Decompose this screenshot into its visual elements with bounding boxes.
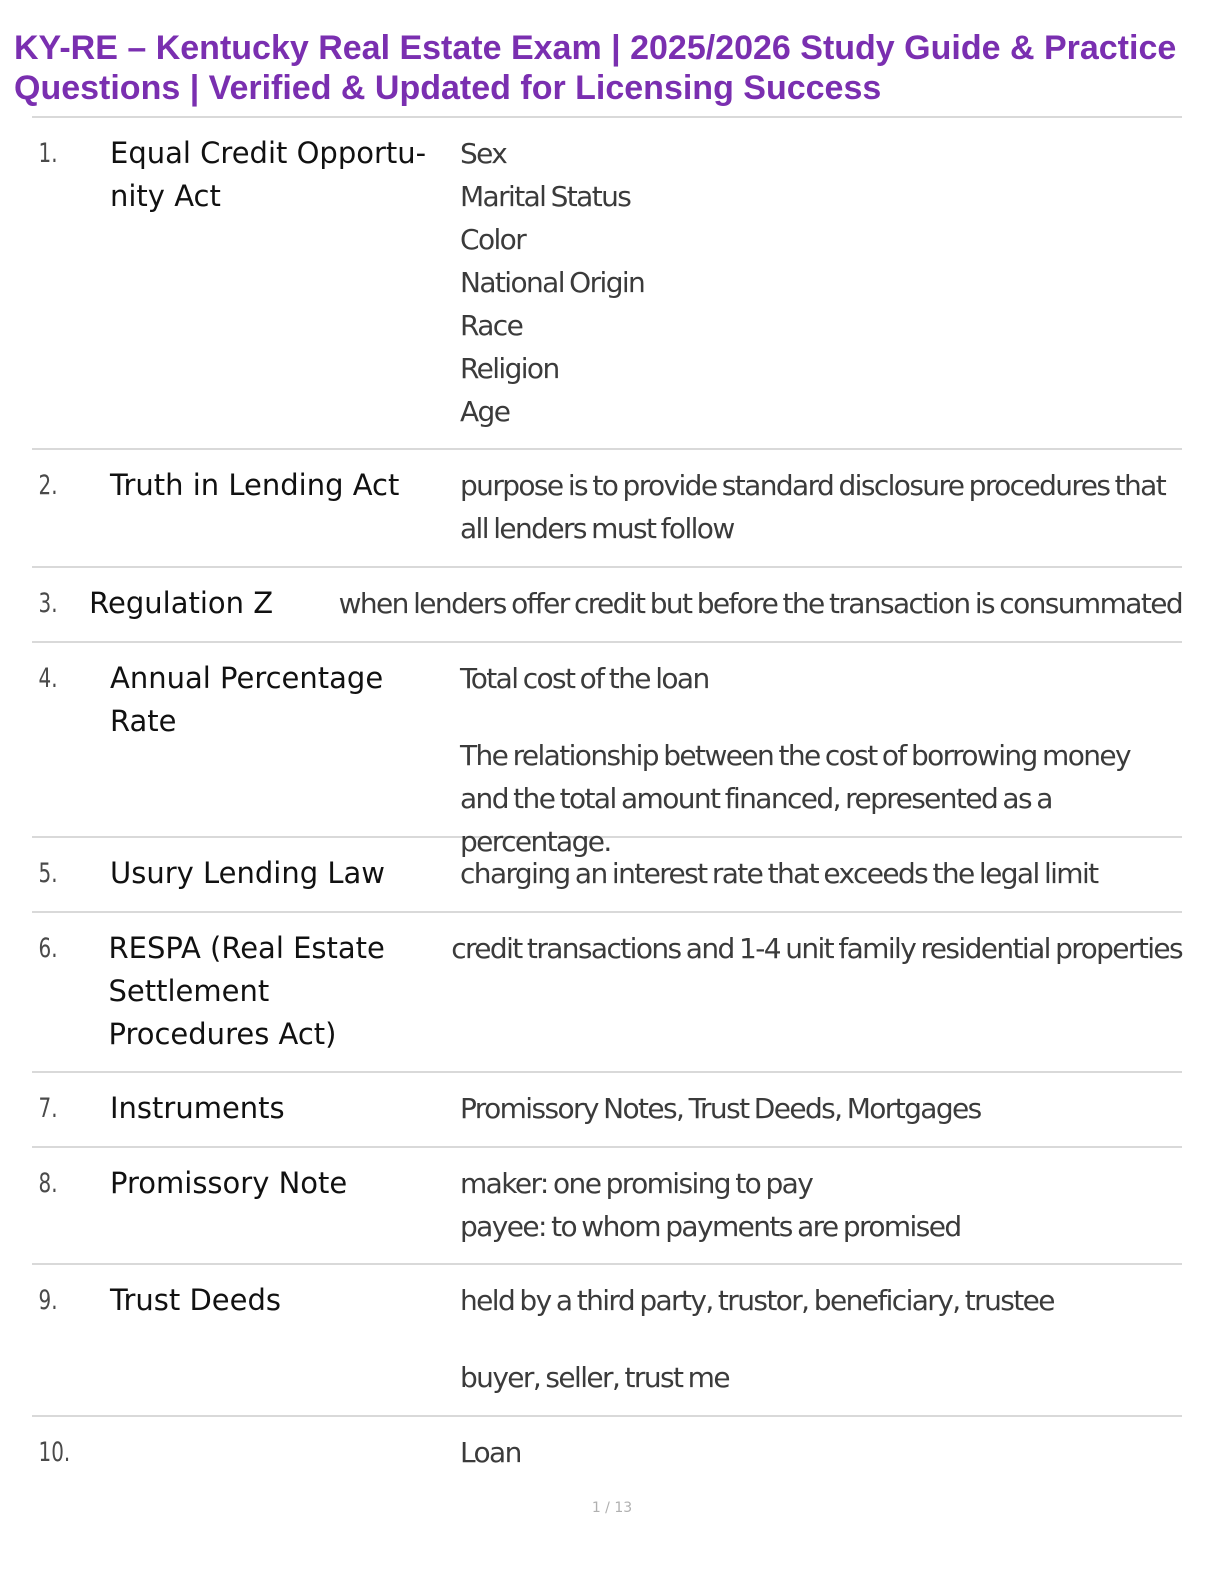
card-definition xyxy=(460,657,1182,858)
card-number: 2. xyxy=(38,470,58,501)
card-number: 5. xyxy=(38,858,58,889)
definition-line: The relationship between the cost of borrowing money and the total amount financed, represented as a percentage. xyxy=(460,739,1130,858)
card-term: Equal Credit Opportu- nity Act xyxy=(110,136,427,213)
definition-line: Total cost of the loan xyxy=(460,662,709,695)
card-term: Promissory Note xyxy=(110,1166,348,1200)
card-definition xyxy=(460,132,1182,434)
card-term: Annual Percentage Rate xyxy=(110,661,384,738)
card-definition xyxy=(460,1431,1182,1475)
document-title: KY-RE – Kentucky Real Estate Exam | 2025/2026 Study Guide & Practice Questions | Verified & Updated for Licensing Success xyxy=(14,29,1177,107)
flashcard xyxy=(32,643,1182,858)
definition-line: charging an interest rate that exceeds the legal limit xyxy=(460,857,1098,890)
definition-line: Loan xyxy=(460,1436,521,1469)
card-definition xyxy=(460,1087,1182,1132)
flashcard xyxy=(32,450,1182,568)
flashcard xyxy=(32,1417,1182,1489)
card-number: 7. xyxy=(38,1093,58,1124)
definition-line: payee: to whom payments are promised xyxy=(460,1210,961,1243)
flashcard xyxy=(32,1073,1182,1148)
card-term: Trust Deeds xyxy=(110,1283,281,1317)
definition-line: Marital Status xyxy=(460,180,631,213)
flashcard xyxy=(32,1148,1182,1265)
flashcard xyxy=(32,1265,1182,1417)
card-number: 6. xyxy=(38,933,58,964)
definition-line: Age xyxy=(460,395,510,428)
definition-line: held by a third party, trustor, beneficiary, trustee xyxy=(460,1284,1054,1317)
flashcard xyxy=(32,118,1182,450)
card-term: Truth in Lending Act xyxy=(110,468,400,502)
definition-line: Race xyxy=(460,309,523,342)
flashcard xyxy=(32,568,1182,643)
card-definition xyxy=(451,927,1182,1057)
card-definition xyxy=(339,582,1182,627)
card-number: 4. xyxy=(38,663,58,694)
card-number: 8. xyxy=(38,1168,58,1199)
card-term xyxy=(110,1431,460,1475)
definition-line: purpose is to provide standard disclosure procedures that all lenders must follow xyxy=(460,469,1166,545)
card-number: 9. xyxy=(38,1285,58,1316)
definition-line: Sex xyxy=(460,137,507,170)
card-term: Instruments xyxy=(110,1091,285,1125)
definition-line: maker: one promising to pay xyxy=(460,1167,813,1200)
card-number: 1. xyxy=(38,138,58,169)
card-term: Usury Lending Law xyxy=(110,856,386,890)
card-definition xyxy=(460,852,1182,897)
card-term: RESPA (Real Estate Settlement Procedures Act) xyxy=(108,931,385,1051)
card-definition xyxy=(460,464,1182,552)
card-number: 3. xyxy=(38,588,58,619)
page-indicator: 1 / 13 xyxy=(591,1500,633,1516)
card-definition xyxy=(460,1279,1182,1401)
flashcard xyxy=(32,913,1182,1073)
definition-line: Religion xyxy=(460,352,559,385)
card-number: 10. xyxy=(38,1437,71,1468)
definition-line: Color xyxy=(460,223,526,256)
definition-line: credit transactions and 1-4 unit family residential properties xyxy=(451,932,1182,965)
definition-line: when lenders offer credit but before the transaction is consummated xyxy=(338,587,1182,620)
flashcard-list xyxy=(32,118,1182,1489)
card-term: Regulation Z xyxy=(89,586,274,620)
card-definition xyxy=(460,1162,1182,1249)
definition-line: National Origin xyxy=(460,266,645,299)
definition-line: Promissory Notes, Trust Deeds, Mortgages xyxy=(460,1092,981,1125)
definition-line: buyer, seller, trust me xyxy=(460,1361,729,1394)
